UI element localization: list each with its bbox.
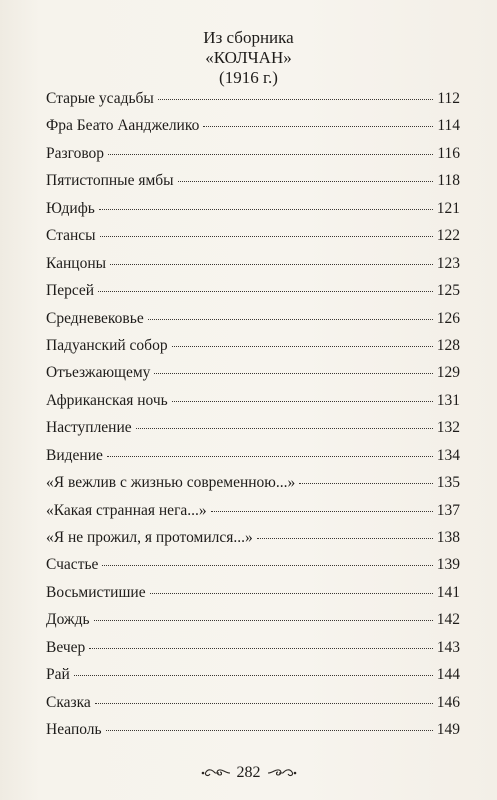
toc-dot-leader bbox=[172, 401, 433, 402]
toc-entry bbox=[46, 90, 460, 117]
toc-entry-title: «Какая странная нега...» bbox=[46, 501, 207, 519]
toc-entry-page: 114 bbox=[437, 117, 460, 135]
toc-entry-title: Фра Беато Аанджелико bbox=[46, 117, 200, 135]
toc-entry bbox=[46, 694, 460, 721]
toc-entry-page: 129 bbox=[436, 364, 460, 382]
toc-entry-title: Неаполь bbox=[46, 721, 102, 739]
toc-entry-page: 142 bbox=[436, 611, 460, 629]
toc-entry bbox=[46, 529, 460, 556]
toc-entry bbox=[46, 419, 460, 446]
toc-dot-leader bbox=[74, 675, 433, 676]
toc-entry-page: 139 bbox=[436, 556, 460, 574]
toc-dot-leader bbox=[102, 565, 432, 566]
toc-entry-title: Вечер bbox=[46, 638, 86, 656]
toc-dot-leader bbox=[107, 456, 433, 457]
toc-dot-leader bbox=[299, 483, 432, 484]
toc-entry bbox=[46, 639, 460, 666]
section-header bbox=[0, 28, 497, 88]
toc-entry bbox=[46, 584, 460, 611]
toc-entry-page: 134 bbox=[436, 446, 460, 464]
toc-dot-leader bbox=[106, 730, 433, 731]
floral-ornament-icon bbox=[267, 767, 297, 779]
toc-entry-title: «Я вежлив с жизнью современною...» bbox=[46, 474, 296, 492]
toc-entry-page: 112 bbox=[437, 90, 460, 107]
toc-entry-page: 126 bbox=[436, 309, 460, 327]
toc-entry bbox=[46, 502, 460, 529]
toc-dot-leader bbox=[99, 209, 433, 210]
toc-entry bbox=[46, 611, 460, 638]
toc-entry-title: Сказка bbox=[46, 693, 91, 711]
toc-dot-leader bbox=[172, 346, 433, 347]
toc-entry bbox=[46, 282, 460, 309]
toc-entry-title: Старые усадьбы bbox=[46, 90, 154, 107]
header-year: (1916 г.) bbox=[219, 68, 278, 87]
toc-entry bbox=[46, 227, 460, 254]
toc-dot-leader bbox=[148, 319, 433, 320]
toc-entry bbox=[46, 337, 460, 364]
toc-entry-page: 118 bbox=[437, 172, 460, 190]
toc-dot-leader bbox=[154, 373, 432, 374]
toc-entry-title: Дождь bbox=[46, 611, 90, 629]
header-collection-label: Из сборника bbox=[203, 28, 294, 47]
toc-dot-leader bbox=[136, 428, 433, 429]
toc-entry-title: Юдифь bbox=[46, 199, 95, 217]
toc-entry-page: 128 bbox=[436, 336, 460, 354]
toc-entry-title: Стансы bbox=[46, 227, 96, 245]
toc-dot-leader bbox=[100, 236, 433, 237]
toc-dot-leader bbox=[211, 511, 433, 512]
toc-entry-title: Африканская ночь bbox=[46, 391, 168, 409]
toc-entry bbox=[46, 666, 460, 693]
toc-entry-title: «Я не прожил, я протомился...» bbox=[46, 529, 253, 546]
toc-dot-leader bbox=[110, 264, 433, 265]
toc-dot-leader bbox=[94, 620, 433, 621]
toc-entry-page: 116 bbox=[437, 144, 460, 162]
toc-entry bbox=[46, 721, 460, 748]
toc-dot-leader bbox=[98, 291, 433, 292]
toc-entry-title: Восьмистишие bbox=[46, 583, 146, 601]
toc-entry-page: 141 bbox=[436, 583, 460, 601]
toc-dot-leader bbox=[178, 181, 434, 182]
toc-entry bbox=[46, 117, 460, 144]
toc-dot-leader bbox=[95, 703, 433, 704]
toc-entry bbox=[46, 556, 460, 583]
floral-ornament-icon bbox=[201, 767, 231, 779]
toc-entry-title: Средневековье bbox=[46, 309, 144, 327]
toc-entry-page: 137 bbox=[436, 501, 460, 519]
toc-entry-page: 121 bbox=[436, 199, 460, 217]
toc-entry-page: 125 bbox=[436, 282, 460, 300]
toc-entry bbox=[46, 200, 460, 227]
toc-entry-page: 143 bbox=[436, 638, 460, 656]
toc-entry-page: 122 bbox=[436, 227, 460, 245]
toc-entry-page: 131 bbox=[436, 391, 460, 409]
page-number: 282 bbox=[236, 764, 261, 781]
toc-dot-leader bbox=[257, 538, 433, 539]
toc-entry-page: 144 bbox=[436, 666, 460, 684]
toc-entry-page: 135 bbox=[436, 474, 460, 492]
toc-entry-title: Счастье bbox=[46, 556, 99, 574]
toc-entry-title: Падуанский собор bbox=[46, 336, 168, 354]
toc-entry bbox=[46, 392, 460, 419]
toc-entry-page: 123 bbox=[436, 254, 460, 272]
toc-entry bbox=[46, 172, 460, 199]
toc-dot-leader bbox=[108, 154, 433, 155]
toc-entry-title: Персей bbox=[46, 282, 95, 300]
toc-entry-title: Пятистопные ямбы bbox=[46, 172, 174, 190]
toc-dot-leader bbox=[150, 593, 433, 594]
toc-entry-page: 149 bbox=[436, 721, 460, 739]
toc-entry-title: Отъезжающему bbox=[46, 364, 151, 382]
toc-entry-page: 146 bbox=[436, 693, 460, 711]
table-of-contents bbox=[46, 90, 460, 749]
toc-entry bbox=[46, 255, 460, 282]
toc-entry bbox=[46, 364, 460, 391]
toc-entry-page: 132 bbox=[436, 419, 460, 437]
toc-entry-page: 138 bbox=[436, 529, 460, 546]
toc-entry-title: Рай bbox=[46, 666, 70, 684]
toc-dot-leader bbox=[89, 648, 432, 649]
toc-entry bbox=[46, 447, 460, 474]
page-footer bbox=[0, 764, 497, 782]
toc-entry-title: Видение bbox=[46, 446, 103, 464]
toc-entry bbox=[46, 310, 460, 337]
toc-dot-leader bbox=[203, 126, 433, 127]
header-collection-name: «КОЛЧАН» bbox=[205, 48, 292, 67]
toc-entry bbox=[46, 474, 460, 501]
toc-entry-title: Наступление bbox=[46, 419, 132, 437]
toc-dot-leader bbox=[158, 99, 433, 100]
toc-entry-title: Канцоны bbox=[46, 254, 107, 272]
toc-entry-title: Разговор bbox=[46, 144, 105, 162]
toc-entry bbox=[46, 145, 460, 172]
